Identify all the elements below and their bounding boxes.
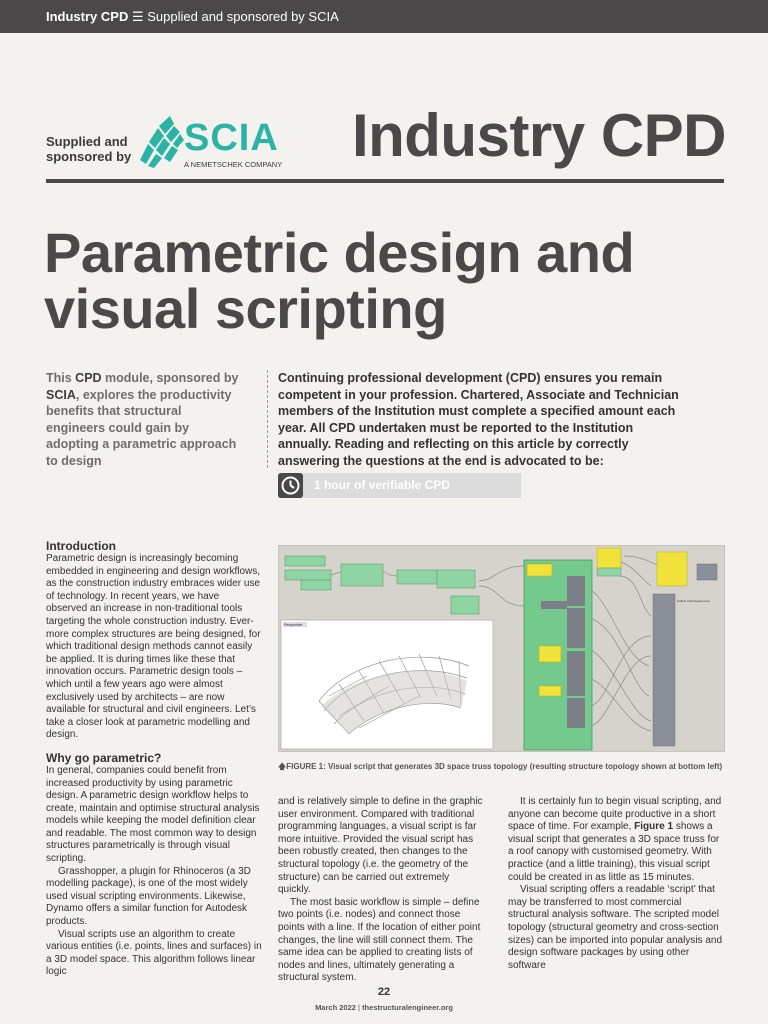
sponsor-label-line2: sponsored by <box>46 149 132 164</box>
standfirst-text-2: module, sponsored by <box>101 371 239 385</box>
logo-wordmark: SCIA <box>184 117 279 159</box>
why-paragraph-2: Grasshopper, a plugin for Rhinoceros (a 3D modelling package), is one of the most widely used visual scripting environments. Likewise, Dynamo offers a similar function for Autodesk products. <box>46 865 251 928</box>
cpd-badge <box>278 473 521 498</box>
standfirst <box>46 370 241 469</box>
caption-text: Visual script that generates 3D space truss topology (resulting structure topology shown at bottom left) <box>325 762 723 771</box>
standfirst-emphasis-scia: SCIA <box>46 387 76 402</box>
cpd-badge-label: 1 hour of verifiable CPD <box>314 478 451 492</box>
footer-separator: | <box>358 1003 360 1012</box>
col2-paragraph-1: and is relatively simple to define in the graphic user environment. Compared with traditional programming languages, a visual script is far more intuitive. Provided the visual script has been robustly created, then changes to the structural topology (i.e. the geometry of the structure) can be carried out extremely quickly. <box>278 796 483 896</box>
clock-icon <box>278 473 303 498</box>
body-column-3 <box>508 796 724 972</box>
logo-tagline: A NEMETSCHEK COMPANY <box>184 160 283 169</box>
top-bar <box>0 0 768 33</box>
caption-arrow-icon: 🡅 <box>278 762 287 771</box>
standfirst-emphasis-cpd: CPD <box>75 371 102 385</box>
issue-date: March 2022 <box>315 1003 356 1012</box>
body-column-2 <box>278 796 483 985</box>
col3-paragraph-2: Visual scripting offers a readable ‘script’ that may be transferred to most commercial structural analysis software. The scripted model topology (structural geometry and cross-section sizes) can be imported into popular analysis and design software packages by using other software <box>508 884 723 971</box>
panel-text: Hollow circle/space truss <box>677 599 711 603</box>
visual-script-diagram <box>279 546 724 751</box>
masthead <box>46 102 726 178</box>
site-link[interactable]: thestructuralengineer.org <box>362 1003 453 1012</box>
cpd-statement-text: Continuing professional development (CPD) ensures you remain competent in your profession. Chartered, Associate and Technician members of the Institution must complete a specified amount each year. All CPD undertaken must be reported to the Institution annually. Reading and reflecting on this article by correctly answering the questions at the end is advocated to be: <box>278 371 679 468</box>
intro-paragraph: Parametric design is increasingly becoming embedded in engineering and design workflows, as the construction industry embraces wider use of technology. In recent years, we have observed an increase in non-traditional tools targeting the whole construction industry. Ever-more complex structures are being designed, for which traditional design methods cannot easily be applied. It is during times like these that innovation occurs. Parametric design tools – which until a few years ago were almost exclusively used by architects – are now available for structural and civil engineers. Let’s take a closer look at parametric modelling and design. <box>46 553 261 741</box>
standfirst-text-3: , explores the productivity benefits that structural engineers could gain by adopting a parametric approach to design <box>46 387 237 468</box>
sponsor-label <box>46 134 131 164</box>
col2-paragraph-2: The most basic workflow is simple – define two points (i.e. nodes) and connect those points with a line. If the location of either point changes, the line will still connect them. The same idea can be applied to creating lists of nodes and lines, ultimately generating a structural system. <box>278 896 481 984</box>
col3-text-b: shows a visual script that generates a 3D space truss for a roof canopy with customised geometry. With practice (and a little training), this visual script could be created in as little as 15 minutes. <box>508 821 720 883</box>
masthead-rule <box>46 179 724 183</box>
col3-text-a: It is certainly fun to begin visual scripting, and anyone can become quite productive in a short space of time. For example, <box>508 796 722 833</box>
figure-reference: Figure 1 <box>634 821 674 833</box>
why-paragraph-1: In general, companies could benefit from increased productivity by using parametric design. A parametric design workflow helps to create, maintain and optimise structural analysis models while keeping the model definition clear and readable. The most common way to design structures parametrically is through visual scripting. <box>46 764 260 865</box>
figure-caption <box>278 761 728 775</box>
why-paragraph-3: Visual scripts use an algorithm to create various entities (i.e. points, lines and surfaces) in a 3D model space. This algorithm follows linear logic <box>46 928 262 978</box>
article-headline <box>44 221 744 340</box>
why-heading: Why go parametric? <box>46 750 162 765</box>
standfirst-text-1: This <box>46 371 76 385</box>
scia-logo-icon <box>138 114 184 168</box>
scia-logo <box>138 114 298 172</box>
col3-paragraph-1 <box>508 796 724 884</box>
section-title: Industry CPD <box>46 9 129 24</box>
headline-line2: visual scripting <box>44 277 447 340</box>
section-subtitle: Supplied and sponsored by SCIA <box>147 9 339 24</box>
headline-line1: Parametric design and <box>44 221 635 284</box>
sponsor-label-line1: Supplied and <box>46 134 128 149</box>
figure-1 <box>278 545 725 752</box>
masthead-title: Industry CPD <box>351 102 726 169</box>
menu-icon: ☰ <box>131 9 144 24</box>
caption-label: FIGURE 1: <box>286 762 326 771</box>
page-number: 22 <box>377 986 391 998</box>
page-footer <box>0 1003 768 1012</box>
body-column-1 <box>46 539 262 979</box>
intro-heading: Introduction <box>46 539 116 553</box>
cpd-statement <box>267 370 688 468</box>
viewport-tag: Perspective <box>284 623 303 627</box>
